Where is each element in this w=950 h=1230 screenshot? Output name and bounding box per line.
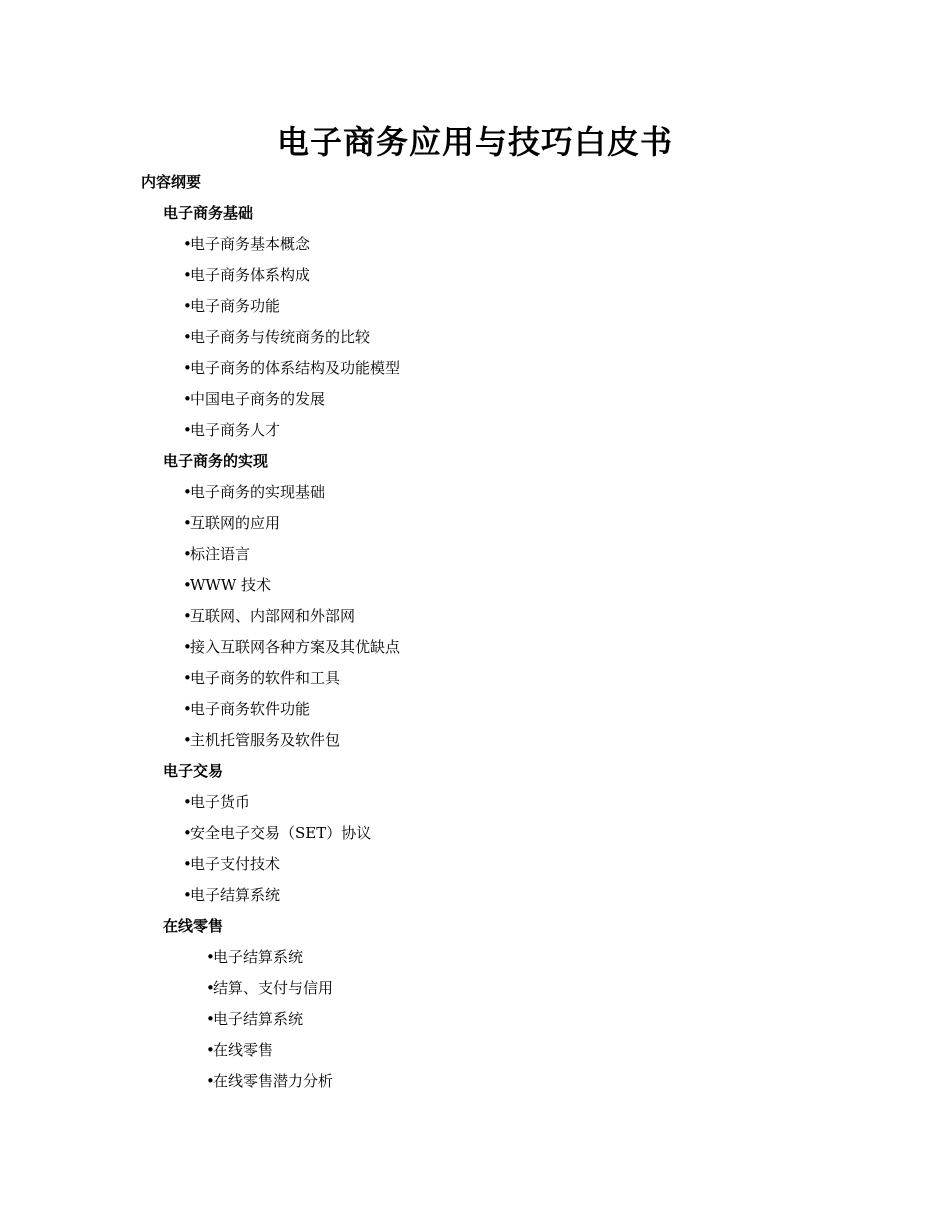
list-item	[206, 977, 841, 999]
list-item-text: 电子货币	[190, 793, 251, 811]
list-item-text: 电子商务的体系结构及功能模型	[190, 359, 401, 377]
list-item	[183, 884, 841, 906]
bullet-icon: •	[183, 235, 192, 253]
bullet-icon: •	[183, 545, 192, 563]
list-item	[183, 853, 841, 875]
bullet-icon: •	[183, 700, 192, 718]
outline-section	[141, 202, 841, 441]
list-item	[206, 1008, 841, 1030]
bullet-icon: •	[183, 483, 192, 501]
bullet-icon: •	[206, 1010, 215, 1028]
section-title: 在线零售	[163, 917, 224, 935]
list-item-text: 主机托管服务及软件包	[190, 731, 341, 749]
list-item-text: 安全电子交易（SET）协议	[190, 824, 372, 842]
outline-heading: 内容纲要	[141, 173, 202, 191]
list-item	[206, 946, 841, 968]
list-item-text: 电子支付技术	[190, 855, 281, 873]
list-item-text: 电子商务功能	[190, 297, 281, 315]
section-item-list	[141, 233, 841, 441]
bullet-icon: •	[183, 390, 192, 408]
list-item	[206, 1070, 841, 1092]
list-item	[183, 419, 841, 441]
list-item-text: 中国电子商务的发展	[190, 390, 326, 408]
list-item	[183, 698, 841, 720]
list-item	[183, 729, 841, 751]
bullet-icon: •	[183, 421, 192, 439]
list-item	[183, 636, 841, 658]
list-item-text: 电子商务的实现基础	[190, 483, 326, 501]
list-item-text: 结算、支付与信用	[213, 979, 334, 997]
list-item	[183, 822, 841, 844]
list-item-text: 接入互联网各种方案及其优缺点	[190, 638, 401, 656]
list-item-text: 电子商务基本概念	[190, 235, 311, 253]
list-item	[183, 605, 841, 627]
bullet-icon: •	[206, 979, 215, 997]
list-item-text: 标注语言	[190, 545, 251, 563]
list-item-text: 电子商务体系构成	[190, 266, 311, 284]
bullet-icon: •	[183, 297, 192, 315]
list-item	[183, 543, 841, 565]
bullet-icon: •	[183, 266, 192, 284]
outline-section	[141, 760, 841, 906]
section-item-list	[141, 481, 841, 751]
list-item-text: 电子商务软件功能	[190, 700, 311, 718]
list-item	[183, 326, 841, 348]
bullet-icon: •	[183, 824, 192, 842]
bullet-icon: •	[183, 359, 192, 377]
list-item-text: 电子商务与传统商务的比较	[190, 328, 371, 346]
bullet-icon: •	[206, 948, 215, 966]
list-item	[183, 357, 841, 379]
list-item	[183, 388, 841, 410]
list-item-text: 在线零售	[213, 1041, 274, 1059]
list-item-text: WWW 技术	[190, 576, 272, 594]
section-title: 电子交易	[163, 762, 224, 780]
content-outline	[141, 171, 841, 1101]
list-item-text: 互联网、内部网和外部网	[190, 607, 356, 625]
bullet-icon: •	[183, 855, 192, 873]
document-title: 电子商务应用与技巧白皮书	[276, 123, 673, 161]
bullet-icon: •	[183, 328, 192, 346]
list-item-text: 电子结算系统	[190, 886, 281, 904]
bullet-icon: •	[183, 607, 192, 625]
list-item	[206, 1039, 841, 1061]
bullet-icon: •	[206, 1041, 215, 1059]
outline-section	[141, 450, 841, 751]
list-item	[183, 264, 841, 286]
bullet-icon: •	[206, 1072, 215, 1090]
section-item-list	[141, 946, 841, 1092]
bullet-icon: •	[183, 793, 192, 811]
list-item-text: 互联网的应用	[190, 514, 281, 532]
list-item	[183, 295, 841, 317]
list-item	[183, 667, 841, 689]
bullet-icon: •	[183, 669, 192, 687]
list-item	[183, 481, 841, 503]
list-item	[183, 512, 841, 534]
section-title: 电子商务的实现	[163, 452, 269, 470]
list-item-text: 电子结算系统	[213, 1010, 304, 1028]
list-item-text: 在线零售潜力分析	[213, 1072, 334, 1090]
bullet-icon: •	[183, 514, 192, 532]
list-item	[183, 233, 841, 255]
outline-section	[141, 915, 841, 1092]
bullet-icon: •	[183, 576, 192, 594]
bullet-icon: •	[183, 731, 192, 749]
list-item	[183, 791, 841, 813]
list-item	[183, 574, 841, 596]
list-item-text: 电子商务的软件和工具	[190, 669, 341, 687]
bullet-icon: •	[183, 638, 192, 656]
section-item-list	[141, 791, 841, 906]
bullet-icon: •	[183, 886, 192, 904]
list-item-text: 电子结算系统	[213, 948, 304, 966]
section-title: 电子商务基础	[163, 204, 254, 222]
list-item-text: 电子商务人才	[190, 421, 281, 439]
